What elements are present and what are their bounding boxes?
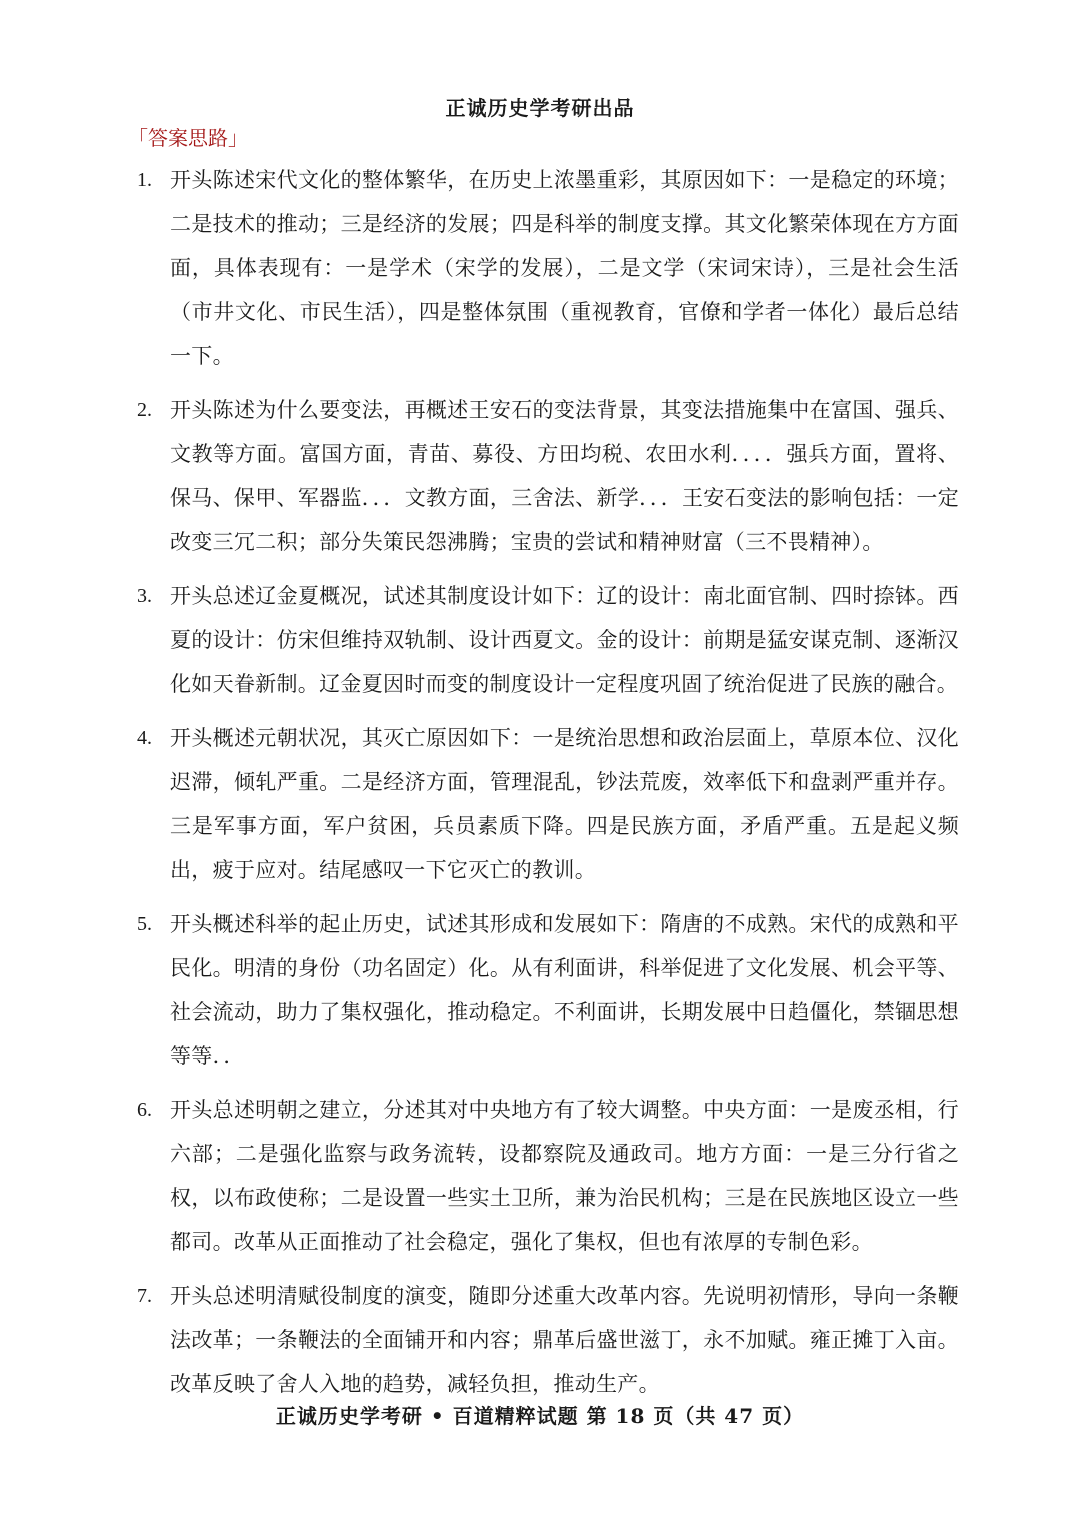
answer-number: 1. — [137, 169, 152, 191]
answer-text: 开头概述科举的起止历史，试述其形成和发展如下：隋唐的不成熟。宋代的成熟和平民化。明清的身份（功名固定）化。从有利面讲，科举促进了文化发展、机会平等、社会流动，助力了集权强化，推动稳定。不利面讲，长期发展中日趋僵化，禁锢思想等等．． — [170, 912, 959, 1068]
answer-item-3 — [137, 574, 959, 706]
page-header-title: 正诚历史学考研出品 — [445, 96, 635, 120]
answer-list — [137, 158, 959, 1416]
answer-number: 7. — [137, 1285, 152, 1307]
answer-section-label: 「答案思路」 — [128, 126, 248, 150]
answer-text: 开头总述辽金夏概况，试述其制度设计如下：辽的设计：南北面官制、四时捺钵。西夏的设计：仿宋但维持双轨制、设计西夏文。金的设计：前期是猛安谋克制、逐渐汉化如天眷新制。辽金夏因时而变的制度设计一定程度巩固了统治促进了民族的融合。 — [170, 584, 959, 696]
answer-item-5 — [137, 902, 959, 1078]
answer-text: 开头概述元朝状况，其灭亡原因如下：一是统治思想和政治层面上，草原本位、汉化迟滞，倾轧严重。二是经济方面，管理混乱，钞法荒废，效率低下和盘剥严重并存。三是军事方面，军户贫困，兵员素质下降。四是民族方面，矛盾严重。五是起义频出，疲于应对。结尾感叹一下它灭亡的教训。 — [170, 726, 959, 882]
answer-text: 开头总述明清赋役制度的演变，随即分述重大改革内容。先说明初情形，导向一条鞭法改革；一条鞭法的全面铺开和内容；鼎革后盛世滋丁，永不加赋。雍正摊丁入亩。改革反映了舍人入地的趋势，减轻负担，推动生产。 — [170, 1284, 959, 1396]
answer-text: 开头总述明朝之建立，分述其对中央地方有了较大调整。中央方面：一是废丞相，行六部；二是强化监察与政务流转，设都察院及通政司。地方方面：一是三分行省之权，以布政使称；二是设置一些实土卫所，兼为治民机构；三是在民族地区设立一些都司。改革从正面推动了社会稳定，强化了集权，但也有浓厚的专制色彩。 — [170, 1098, 959, 1254]
answer-item-6 — [137, 1088, 959, 1264]
answer-text: 开头陈述宋代文化的整体繁华，在历史上浓墨重彩，其原因如下：一是稳定的环境；二是技术的推动；三是经济的发展；四是科举的制度支撑。其文化繁荣体现在方方面面，具体表现有：一是学术（宋学的发展），二是文学（宋词宋诗），三是社会生活（市井文化、市民生活），四是整体氛围（重视教育，官僚和学者一体化）最后总结一下。 — [170, 168, 959, 368]
answer-item-2 — [137, 388, 959, 564]
answer-number: 2. — [137, 399, 152, 421]
answer-item-7 — [137, 1274, 959, 1406]
answer-number: 5. — [137, 913, 152, 935]
page-footer: 正诚历史学考研 • 百道精粹试题 第 18 页（共 47 页） — [275, 1404, 805, 1428]
answer-number: 4. — [137, 727, 152, 749]
answer-item-1 — [137, 158, 959, 378]
answer-item-4 — [137, 716, 959, 892]
answer-number: 3. — [137, 585, 152, 607]
answer-text: 开头陈述为什么要变法，再概述王安石的变法背景，其变法措施集中在富国、强兵、文教等方面。富国方面，青苗、募役、方田均税、农田水利．．．．强兵方面，置将、保马、保甲、军器监．．．文教方面，三舍法、新学．．．王安石变法的影响包括：一定改变三冗二积；部分失策民怨沸腾；宝贵的尝试和精神财富（三不畏精神）。 — [170, 398, 959, 554]
answer-number: 6. — [137, 1099, 152, 1121]
